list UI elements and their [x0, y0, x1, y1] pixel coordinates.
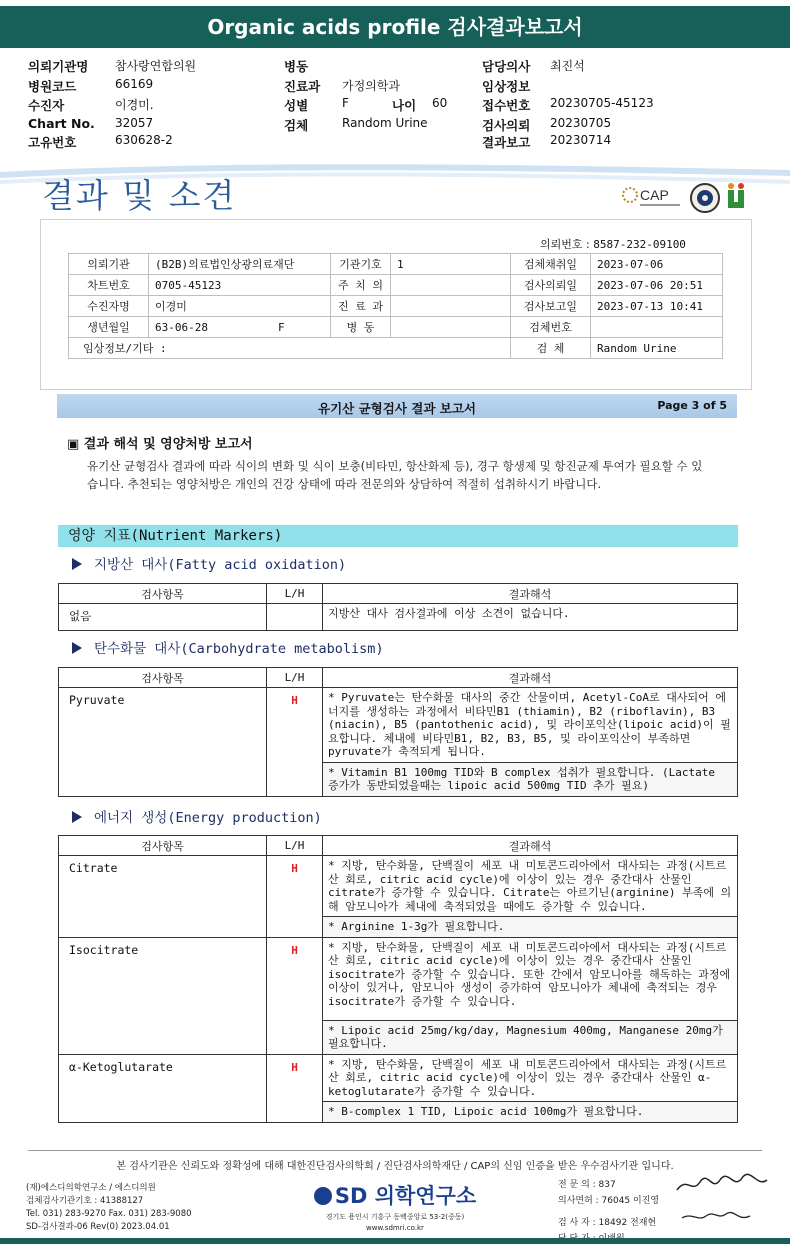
info-value: 0705-45123: [149, 275, 331, 296]
interpretation-cell: * Pyruvate는 탄수화물 대사의 중간 산물이며, Acetyl-CoA로 대사되어 에너지를 생성하는 과정에서 비타민B1 (thiamin), B2 (riboflavin), B3 (niacin), B5 (pantothenic acid), 및 라이포익산(lipoic acid)이 필요합니다. 체내에 비타민B1, B2, B3, B5, 및 라이포익산이 부족하면 pyruvate가 축적되게 됩니다.: [323, 688, 738, 763]
staff-line: 검 사 자 : 18492 전재현: [558, 1218, 657, 1228]
patient-info: [0, 50, 790, 160]
request-number: 의뢰번호 : 8587-232-09100: [540, 238, 686, 251]
gender-value: F: [277, 320, 285, 334]
info-value: [391, 296, 511, 317]
footer-left: [26, 1182, 192, 1234]
sd-logo: SD 의학연구소: [310, 1180, 480, 1210]
info-label: 수진자: [28, 98, 65, 113]
specimen-label: 검 체: [511, 338, 591, 359]
info-label: 의뢰기관: [69, 254, 149, 275]
report-banner: [57, 394, 737, 418]
footer-center: [310, 1180, 480, 1232]
info-value: 1: [391, 254, 511, 275]
sd-logo-icon: [314, 1187, 332, 1205]
bottom-bar: [0, 1238, 790, 1244]
info-value: [591, 317, 723, 338]
footer-left-line: (재)에스디의학연구소 / 에스디의원: [26, 1183, 156, 1193]
info-value: 32057: [115, 116, 154, 130]
header-item: 검사항목: [59, 584, 267, 604]
birth-date: 63-06-28: [155, 320, 208, 334]
info-label: 임상정보: [482, 79, 531, 94]
info-value: [391, 275, 511, 296]
info-label: 접수번호: [482, 98, 531, 113]
clinical-row: [69, 338, 723, 359]
prescription-cell: * Lipoic acid 25mg/kg/day, Magnesium 400mg, Manganese 20mg가 필요합니다.: [323, 1020, 738, 1054]
page-indicator: Page 3 of 5: [657, 399, 727, 412]
info-value: 630628-2: [115, 133, 173, 147]
info-value: Random Urine: [342, 116, 428, 130]
marker-name: Citrate: [59, 856, 267, 938]
cap-logo-icon: [623, 187, 680, 206]
header-result: 결과해석: [323, 836, 738, 856]
info-row: [69, 296, 723, 317]
info-label: 기관기호: [331, 254, 391, 275]
info-value: 최진석: [550, 59, 585, 73]
info-label: 수진자명: [69, 296, 149, 317]
info-label: 검사보고일: [511, 296, 591, 317]
svg-text:CAP: CAP: [640, 187, 669, 203]
table-header-row: [59, 584, 738, 604]
info-label: Chart No.: [28, 116, 95, 131]
lh-flag: H: [267, 688, 323, 797]
header-lh: L/H: [267, 584, 323, 604]
nutrient-markers-title: 영양 지표(Nutrient Markers): [58, 525, 738, 547]
info-value: (B2B)의료법인상광의료재단: [149, 254, 331, 275]
prescription-cell: * B-complex 1 TID, Lipoic acid 100mg가 필요합니다.: [323, 1102, 738, 1123]
report-header: Organic acids profile 검사결과보고서: [0, 6, 790, 48]
interpretation-cell: 지방산 대사 검사결과에 이상 소견이 없습니다.: [323, 604, 738, 631]
info-label: 검체: [284, 118, 309, 133]
header-lh: L/H: [267, 668, 323, 688]
triangle-icon: [72, 558, 82, 570]
marker-name: Isocitrate: [59, 937, 267, 1054]
age-value: 60: [432, 96, 448, 110]
marker-name: α-Ketoglutarate: [59, 1054, 267, 1122]
staff-line: 전 문 의 : 837: [558, 1180, 616, 1190]
marker-name: Pyruvate: [59, 688, 267, 797]
interpretation-cell: * 지방, 탄수화물, 단백질이 세포 내 미토콘드리아에서 대사되는 과정(시트르산 회로, citric acid cycle)에 이상이 있는 경우 중간대사 산물인 citrate가 증가할 수 있습니다. Citrate는 아르기닌(arginine) 부족에 의해 암모니아가 체내에 축적되었을 때에도 증가할 수 있습니다.: [323, 856, 738, 917]
info-value: F: [342, 96, 349, 110]
info-value: 2023-07-06: [591, 254, 723, 275]
results-title: 결과 및 소견: [42, 176, 237, 215]
info-label: 진 료 과: [331, 296, 391, 317]
info-label: 의뢰기관명: [28, 59, 89, 74]
carb-title: 탄수화물 대사(Carbohydrate metabolism): [72, 637, 384, 657]
prescription-cell: * Arginine 1-3g가 필요합니다.: [323, 917, 738, 938]
info-value: [149, 317, 331, 338]
lab-logo-icon: [728, 183, 744, 208]
header-item: 검사항목: [59, 836, 267, 856]
footer-divider: [28, 1150, 762, 1151]
triangle-icon: [72, 811, 82, 823]
info-label: 생년월일: [69, 317, 149, 338]
info-label: 검체채취일: [511, 254, 591, 275]
footer-left-line: Tel. 031) 283-9270 Fax. 031) 283-9080: [26, 1209, 192, 1219]
header-lh: L/H: [267, 836, 323, 856]
footer-left-line: 검체검사기관기호 : 41388127: [26, 1196, 144, 1206]
footer-note: 본 검사기관은 신뢰도와 정확성에 대해 대한진단검사의학회 / 진단검사의학재단 / CAP의 신임 인증을 받은 우수검사기관 입니다.: [116, 1161, 674, 1172]
info-label: 차트번호: [69, 275, 149, 296]
table-row: [59, 604, 738, 631]
info-label: 고유번호: [28, 135, 77, 150]
inner-info-table: [68, 253, 723, 359]
energy-title: 에너지 생성(Energy production): [72, 806, 322, 826]
fatty-acid-title: 지방산 대사(Fatty acid oxidation): [72, 553, 346, 573]
info-label: 병동: [284, 59, 309, 74]
info-label: 성별: [284, 98, 309, 113]
info-value: 20230705-45123: [550, 96, 654, 110]
lh-flag: H: [267, 937, 323, 1054]
table-row: [59, 856, 738, 917]
footer-right: [558, 1177, 659, 1244]
info-label: 담당의사: [482, 59, 531, 74]
clinical-info-label: 임상정보/기타 :: [69, 338, 511, 359]
header-result: 결과해석: [323, 668, 738, 688]
footer-address: 경기도 용인시 기흥구 동백중앙로 53-2(중동): [325, 1213, 465, 1221]
signature-icon: [672, 1204, 772, 1230]
marker-name: 없음: [59, 604, 267, 631]
table-row: [59, 1054, 738, 1102]
interpretation-cell: * 지방, 탄수화물, 단백질이 세포 내 미토콘드리아에서 대사되는 과정(시트르산 회로, citric acid cycle)에 이상이 있는 경우 중간대사 산물인 α-ketoglutarate가 증가할 수 있습니다.: [323, 1054, 738, 1102]
triangle-icon: [72, 642, 82, 654]
table-header-row: [59, 836, 738, 856]
info-label: 주 치 의: [331, 275, 391, 296]
interpretation-cell: * 지방, 탄수화물, 단백질이 세포 내 미토콘드리아에서 대사되는 과정(시트르산 회로, citric acid cycle)에 이상이 있는 경우 중간대사 산물인 isocitrate가 증가할 수 있습니다. 또한 간에서 암모니아를 해독하는 과정에 이상이 있거나, 암모니아 생성이 증가하여 암모니아가 체내에 축적되는 경우 isocitrate가 증가할 수 있습니다.: [323, 937, 738, 1020]
interpretation-heading: ▣ 결과 해석 및 영양처방 보고서: [67, 437, 253, 452]
lh-flag: H: [267, 856, 323, 938]
info-label: 진료과: [284, 79, 321, 94]
info-value: 이경미: [149, 296, 331, 317]
seal-logo-icon: [691, 184, 719, 212]
info-value: [391, 317, 511, 338]
info-label: 검체번호: [511, 317, 591, 338]
info-row: [69, 317, 723, 338]
info-value: 참사랑연합의원: [115, 59, 197, 73]
info-value: 2023-07-06 20:51: [591, 275, 723, 296]
info-label: 병원코드: [28, 79, 77, 94]
info-value: 20230705: [550, 116, 612, 130]
info-label: 검사의뢰: [482, 118, 531, 133]
table-row: [59, 937, 738, 1020]
info-value: 66169: [115, 77, 154, 91]
lh-flag: [267, 604, 323, 631]
accreditation-logos: [620, 180, 760, 216]
specimen-value: Random Urine: [591, 338, 723, 359]
info-label: 결과보고: [482, 135, 531, 150]
age-label: 나이: [392, 98, 417, 113]
info-row: [69, 275, 723, 296]
banner-title: 유기산 균형검사 결과 보고서: [318, 401, 476, 416]
info-value: 이경미.: [115, 98, 154, 112]
table-header-row: [59, 668, 738, 688]
footer-url: www.sdmri.co.kr: [366, 1224, 424, 1232]
energy-table: [58, 835, 738, 1123]
prescription-cell: * Vitamin B1 100mg TID와 B complex 섭취가 필요합니다. (Lactate 증가가 동반되었을때는 lipoic acid 500mg TID 추가 필요): [323, 762, 738, 796]
interpretation-text: 유기산 균형검사 결과에 따라 식이의 변화 및 식이 보충(비타민, 항산화제 등), 경구 항생제 및 항진균제 투여가 필요할 수 있습니다. 추천되는 영양처방은 개인의 건강 상태에 따라 전문의와 상담하여 적절히 섭취하시기 바랍니다.: [87, 459, 703, 491]
info-value: 가정의학과: [342, 79, 400, 93]
info-row: [69, 254, 723, 275]
staff-line: 의사면허 : 76045 이진영: [558, 1196, 660, 1206]
info-label: 검사의뢰일: [511, 275, 591, 296]
fatty-acid-table: [58, 583, 738, 631]
info-label: 병 동: [331, 317, 391, 338]
table-row: [59, 688, 738, 763]
footer-left-line: SD-검사결과-06 Rev(0) 2023.04.01: [26, 1222, 170, 1232]
carb-table: [58, 667, 738, 797]
info-value: 20230714: [550, 133, 612, 147]
lh-flag: H: [267, 1054, 323, 1122]
header-item: 검사항목: [59, 668, 267, 688]
signature-icon: [672, 1172, 772, 1198]
info-value: 2023-07-13 10:41: [591, 296, 723, 317]
header-result: 결과해석: [323, 584, 738, 604]
